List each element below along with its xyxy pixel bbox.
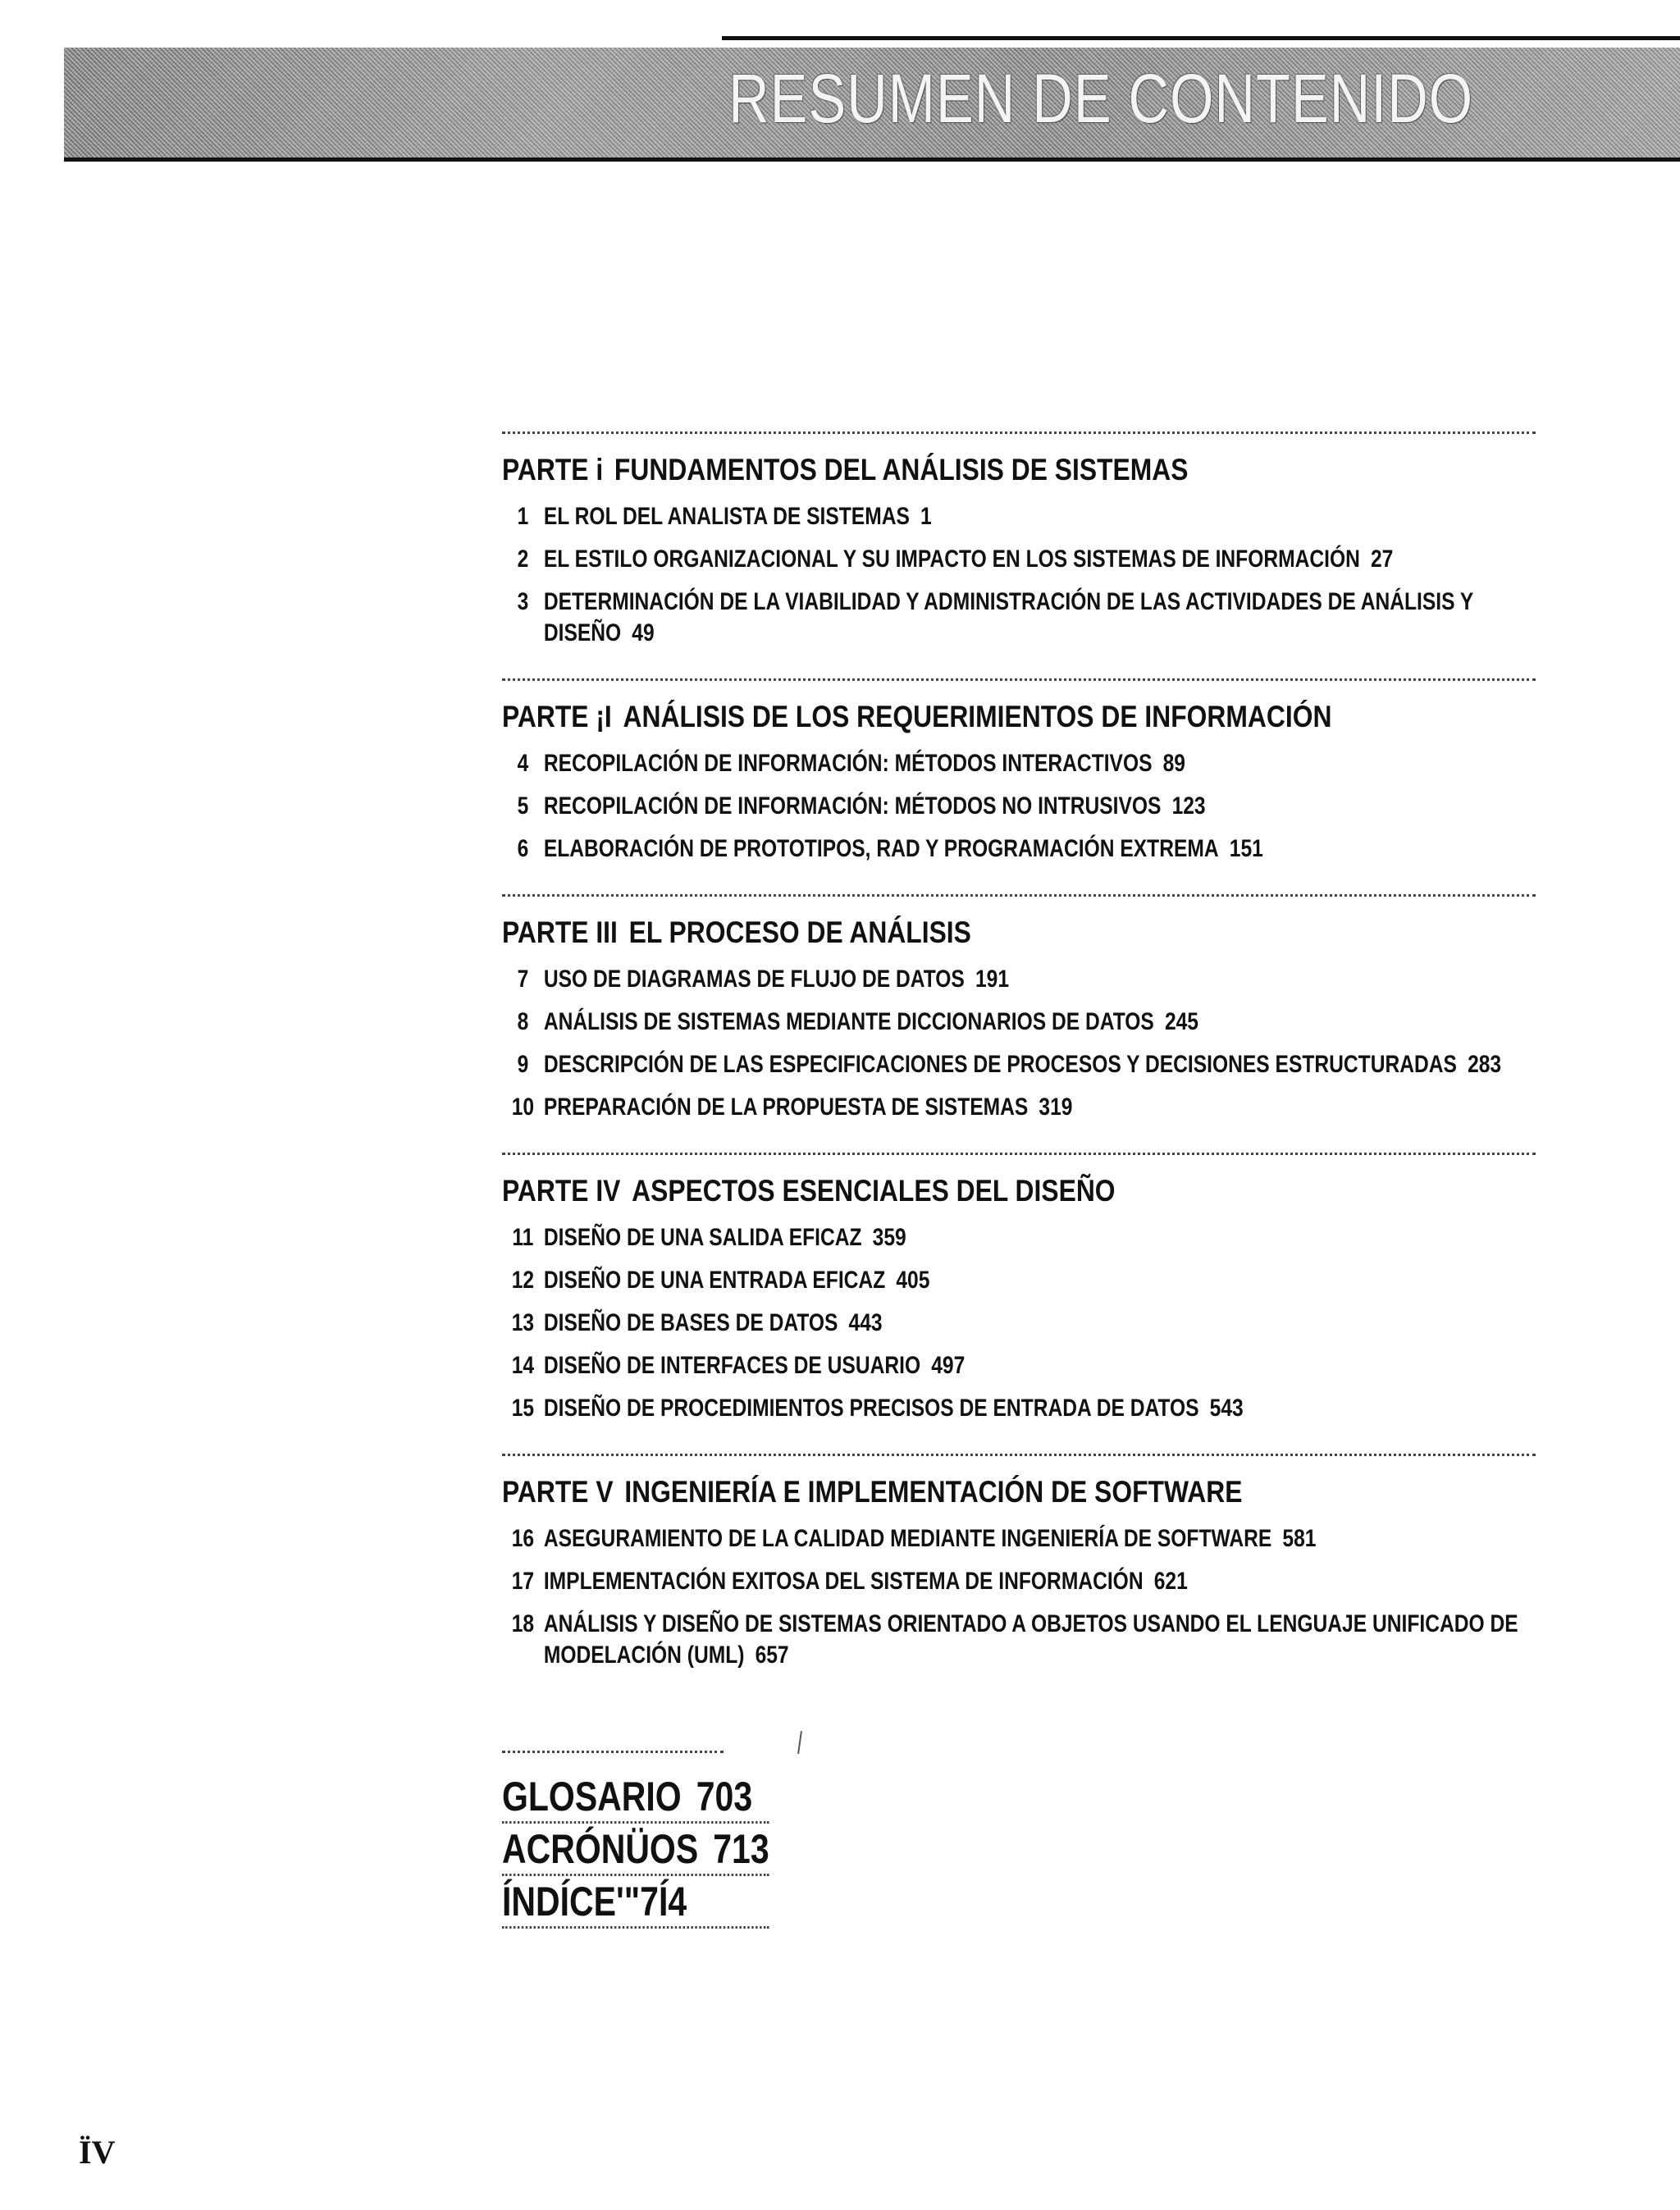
banner-bottom-rule [64,158,1680,162]
dotted-rule [502,431,1536,434]
chapter-title: PREPARACIÓN DE LA PROPUESTA DE SISTEMAS [543,1094,1029,1121]
back-matter-item[interactable] [502,1773,769,1820]
dotted-underline [502,1874,769,1876]
chapter-title: EL ROL DEL ANALISTA DE SISTEMAS [543,503,910,530]
chapter-title-wrap [544,1308,1536,1339]
chapter-number: 5 [517,792,529,820]
chapter-page: 283 [1468,1051,1502,1078]
toc-part [502,1454,1536,1701]
chapter-page: 359 [872,1224,906,1251]
chapter-number: 12 [511,1267,535,1294]
chapter-entry[interactable] [502,833,1536,865]
chapter-page: 543 [1209,1395,1244,1422]
chapter-page: 27 [1370,546,1394,573]
chapter-number: 9 [517,1051,529,1078]
back-matter-label: ÍNDÍCE'"7Í4 [502,1879,687,1925]
chapter-entry[interactable] [502,587,1536,649]
chapter-title-wrap [544,791,1536,822]
chapter-title: DISEÑO DE BASES DE DATOS [543,1309,838,1336]
chapter-entry[interactable] [502,1308,1536,1339]
chapter-title-wrap [544,833,1536,865]
chapter-number: 14 [511,1352,535,1379]
chapter-title: ELABORACIÓN DE PROTOTIPOS, RAD Y PROGRAMACIÓN EXTREMA [543,835,1219,862]
chapter-title: DETERMINACIÓN DE LA VIABILIDAD Y ADMINISTRACIÓN DE LAS ACTIVIDADES DE ANÁLISIS Y DISEÑO [543,588,1473,646]
part-heading[interactable] [502,1474,1391,1510]
dotted-rule [502,678,1536,681]
chapter-title-wrap [544,1393,1536,1424]
chapter-title-wrap [544,544,1536,575]
chapter-title-wrap [544,1049,1536,1080]
chapter-page: 657 [755,1642,789,1669]
dotted-underline [502,1821,769,1824]
toc-part [502,678,1536,894]
back-matter-item[interactable] [502,1825,769,1873]
back-matter-label: ACRÓNÜOS [502,1826,699,1872]
chapter-title-wrap [544,1523,1536,1555]
dotted-rule [502,1153,1536,1155]
part-title: INGENIERÍA E IMPLEMENTACIÓN DE SOFTWARE [624,1475,1243,1509]
chapter-page: 245 [1164,1008,1198,1035]
chapter-title-wrap [544,1007,1536,1038]
chapter-title-wrap [544,964,1536,995]
chapter-title: DISEÑO DE UNA SALIDA EFICAZ [543,1224,862,1251]
chapter-title-wrap [544,587,1536,649]
part-label: PARTE V [502,1475,614,1509]
dotted-rule [502,1454,1536,1456]
chapter-list [502,964,1536,1123]
chapter-number: 2 [517,546,529,573]
part-heading[interactable] [502,699,1391,735]
chapter-entry[interactable] [502,1222,1536,1253]
chapter-title: DESCRIPCIÓN DE LAS ESPECIFICACIONES DE PROCESOS Y DECISIONES ESTRUCTURADAS [543,1051,1457,1078]
chapter-title: ANÁLISIS Y DISEÑO DE SISTEMAS ORIENTADO A OBJETOS USANDO EL LENGUAJE UNIFICADO DE MODELACIÓN (UML) [543,1610,1518,1669]
back-matter-item[interactable] [502,1878,769,1925]
chapter-page: 191 [975,966,1010,993]
part-label: PARTE III [502,916,618,949]
chapter-title: DISEÑO DE INTERFACES DE USUARIO [543,1352,921,1379]
chapter-entry[interactable] [502,1566,1536,1597]
back-matter-page: 713 [713,1826,769,1872]
chapter-entry[interactable] [502,544,1536,575]
part-title: ASPECTOS ESENCIALES DEL DISEÑO [632,1174,1116,1208]
chapter-number: 1 [517,503,529,530]
back-matter-label: GLOSARIO [502,1774,682,1820]
chapter-title: USO DE DIAGRAMAS DE FLUJO DE DATOS [543,966,965,993]
chapter-page: 405 [896,1267,930,1294]
chapter-entry[interactable] [502,1393,1536,1424]
part-heading[interactable] [502,1173,1391,1209]
toc-part [502,894,1536,1153]
chapter-page: 621 [1153,1568,1188,1595]
back-matter-page: 703 [696,1774,753,1820]
part-title: EL PROCESO DE ANÁLISIS [628,916,971,949]
chapter-title-wrap [544,1222,1536,1253]
part-heading[interactable] [502,452,1391,488]
chapter-list [502,501,1536,649]
page-number: ÏV [79,2134,116,2171]
part-label: PARTE IV [502,1174,621,1208]
toc-part [502,431,1536,678]
chapter-number: 17 [511,1568,535,1595]
chapter-entry[interactable] [502,1092,1536,1123]
chapter-title-wrap [544,748,1536,779]
chapter-title: EL ESTILO ORGANIZACIONAL Y SU IMPACTO EN LOS SISTEMAS DE INFORMACIÓN [543,546,1360,573]
back-matter [502,1751,828,1930]
chapter-entry[interactable] [502,1609,1536,1671]
chapter-entry[interactable] [502,1049,1536,1080]
chapter-number: 13 [511,1309,535,1336]
chapter-number: 7 [517,966,529,993]
chapter-title: DISEÑO DE UNA ENTRADA EFICAZ [543,1267,886,1294]
chapter-page: 1 [920,503,932,530]
chapter-title-wrap [544,1350,1536,1381]
chapter-number: 10 [511,1094,535,1121]
chapter-title-wrap [544,1609,1536,1671]
chapter-page: 319 [1039,1094,1073,1121]
chapter-number: 8 [517,1008,529,1035]
chapter-title-wrap [544,1265,1536,1296]
chapter-page: 497 [931,1352,966,1379]
chapter-number: 4 [517,750,529,777]
dotted-underline [502,1926,769,1929]
chapter-entry[interactable] [502,1523,1536,1555]
chapter-page: 89 [1162,750,1185,777]
chapter-list [502,748,1536,865]
toc-part [502,1153,1536,1454]
chapter-entry[interactable] [502,1007,1536,1038]
part-heading[interactable] [502,915,1391,951]
part-label: PARTE i [502,453,604,486]
chapter-number: 6 [517,835,529,862]
chapter-title: RECOPILACIÓN DE INFORMACIÓN: MÉTODOS INTERACTIVOS [543,750,1153,777]
chapter-title: ASEGURAMIENTO DE LA CALIDAD MEDIANTE INGENIERÍA DE SOFTWARE [543,1525,1272,1552]
dotted-rule [502,894,1536,897]
chapter-page: 581 [1282,1525,1317,1552]
table-of-contents [502,431,1536,1701]
chapter-number: 15 [511,1395,535,1422]
part-title: ANÁLISIS DE LOS REQUERIMIENTOS DE INFORMACIÓN [623,700,1332,733]
chapter-number: 18 [511,1610,535,1637]
chapter-entry[interactable] [502,1350,1536,1381]
chapter-entry[interactable] [502,791,1536,822]
back-matter-rule [502,1751,724,1753]
chapter-entry[interactable] [502,501,1536,532]
chapter-title: DISEÑO DE PROCEDIMIENTOS PRECISOS DE ENTRADA DE DATOS [543,1395,1199,1422]
chapter-number: 3 [517,588,529,615]
chapter-title: RECOPILACIÓN DE INFORMACIÓN: MÉTODOS NO INTRUSIVOS [543,792,1162,820]
chapter-entry[interactable] [502,748,1536,779]
chapter-list [502,1523,1536,1671]
chapter-page: 49 [632,619,655,646]
part-label: PARTE ¡I [502,700,612,733]
chapter-page: 151 [1229,835,1263,862]
chapter-list [502,1222,1536,1424]
chapter-title: IMPLEMENTACIÓN EXITOSA DEL SISTEMA DE INFORMACIÓN [543,1568,1144,1595]
chapter-entry[interactable] [502,964,1536,995]
chapter-title: ANÁLISIS DE SISTEMAS MEDIANTE DICCIONARIOS DE DATOS [543,1008,1154,1035]
chapter-title-wrap [544,1566,1536,1597]
chapter-number: 11 [512,1224,534,1251]
chapter-number: 16 [511,1525,535,1552]
chapter-title-wrap [544,1092,1536,1123]
chapter-entry[interactable] [502,1265,1536,1296]
top-rule [722,36,1680,40]
page-title: RESUMEN DE CONTENIDO [728,60,1474,137]
chapter-page: 123 [1171,792,1206,820]
chapter-page: 443 [848,1309,883,1336]
chapter-title-wrap [544,501,1536,532]
part-title: FUNDAMENTOS DEL ANÁLISIS DE SISTEMAS [614,453,1189,486]
